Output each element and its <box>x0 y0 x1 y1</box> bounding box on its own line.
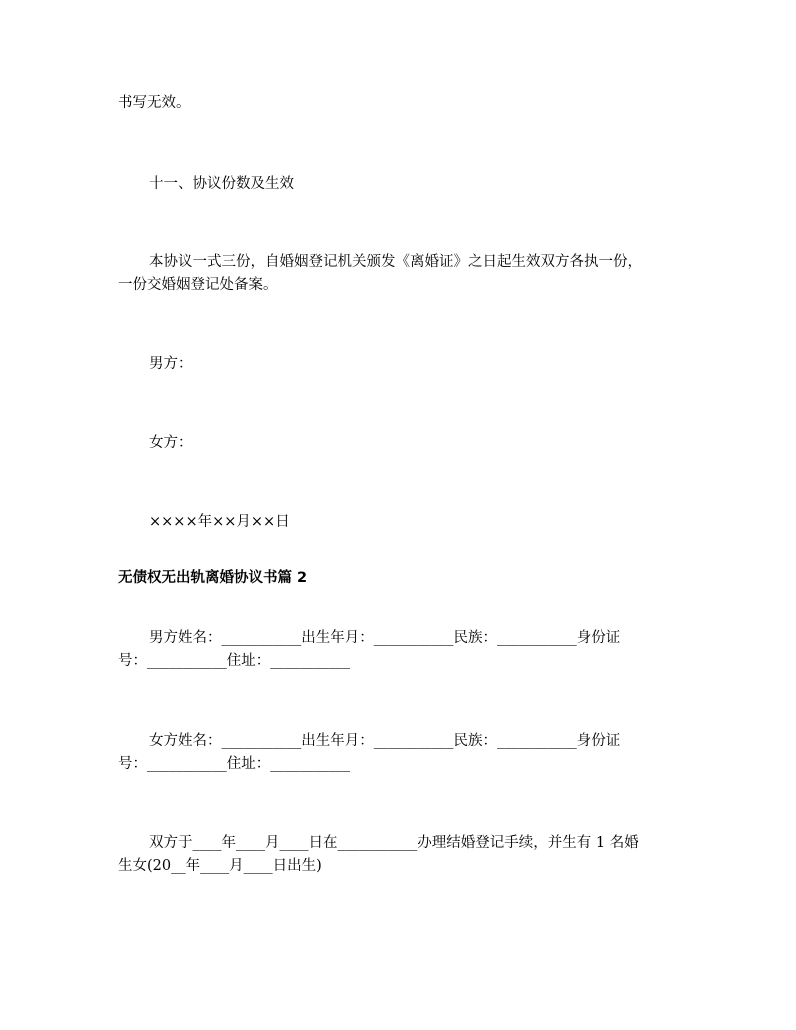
paragraph-line: 一份交婚姻登记处备案。 <box>118 277 278 293</box>
text-line-continuation: 书写无效。 <box>118 95 191 111</box>
signature-female-label: 女方： <box>149 435 193 451</box>
paragraph-line: 本协议一式三份，自婚姻登记机关颁发《离婚证》之日起生效双方各执一份， <box>149 254 642 270</box>
form-line-female: 女方姓名：___________出生年月：___________民族：___________身份证 <box>149 733 621 749</box>
form-line-male: 男方姓名：___________出生年月：___________民族：___________身份证 <box>149 630 621 646</box>
form-line-female-cont: 号：___________住址：___________ <box>118 756 350 772</box>
paragraph-line: 生女(20__年____月____日出生) <box>118 858 322 874</box>
section-title: 无债权无出轨离婚协议书篇 2 <box>118 570 308 586</box>
form-line-male-cont: 号：___________住址：___________ <box>118 653 350 669</box>
date-placeholder: ××××年××月××日 <box>149 514 290 530</box>
section-heading-eleven: 十一、协议份数及生效 <box>149 176 294 192</box>
paragraph-line: 双方于____年____月____日在___________办理结婚登记手续，并生有 1 名婚 <box>149 835 639 851</box>
signature-male-label: 男方： <box>149 356 193 372</box>
